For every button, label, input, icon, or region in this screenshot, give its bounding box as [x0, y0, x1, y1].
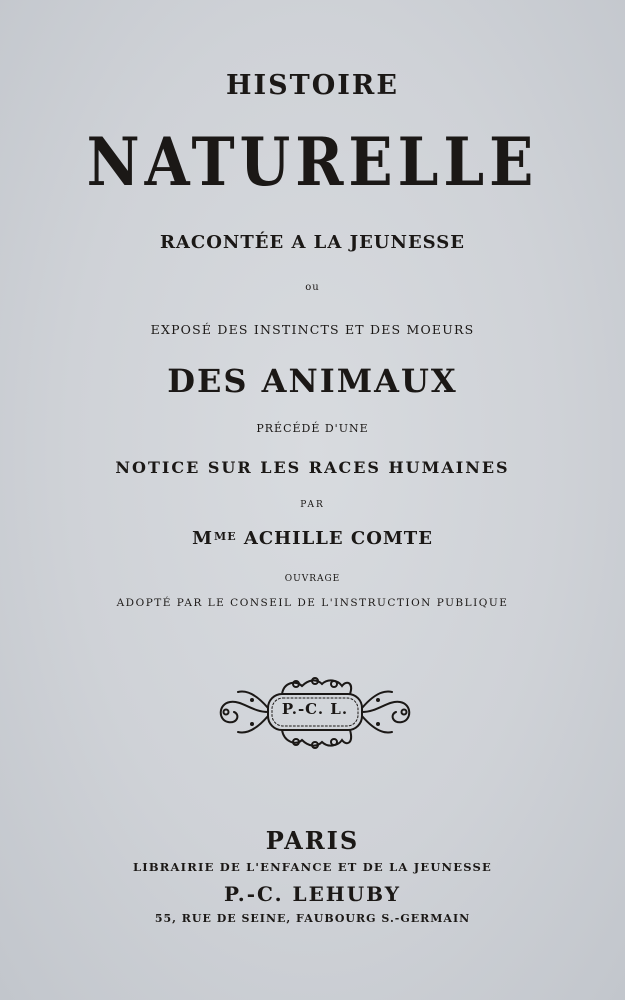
subtitle-ou: ou: [305, 282, 320, 293]
subtitle-expose: EXPOSÉ DES INSTINCTS ET DES MOEURS: [150, 322, 475, 337]
title-line-histoire: HISTOIRE: [226, 70, 399, 101]
imprint-publisher: P.-C. LEHUBY: [224, 882, 401, 906]
author-prefix: M: [192, 528, 214, 549]
subtitle-racontee: RACONTÉE A LA JEUNESSE: [159, 232, 466, 253]
ouvrage-label: OUVRAGE: [284, 574, 341, 584]
imprint-city: PARIS: [265, 826, 360, 855]
subtitle-des-animaux: DES ANIMAUX: [167, 362, 458, 400]
adoption-text: ADOPTÉ PAR LE CONSEIL DE L'INSTRUCTION PUBLIQUE: [116, 597, 509, 609]
subtitle-notice: NOTICE SUR LES RACES HUMAINES: [115, 458, 510, 477]
imprint-publisher-line: LIBRAIRIE DE L'ENFANCE ET DE LA JEUNESSE: [133, 860, 492, 874]
author-par: PAR: [300, 500, 325, 510]
author-prefix-sup: ME: [214, 530, 237, 543]
publisher-monogram-ornament: [212, 672, 418, 754]
author-name-line: [0, 528, 625, 549]
subtitle-precede: PRÉCÉDÉ D'UNE: [256, 422, 369, 435]
author-name: ACHILLE COMTE: [243, 528, 433, 549]
title-line-naturelle: NATURELLE: [86, 122, 539, 202]
imprint-address: 55, RUE DE SEINE, FAUBOURG S.-GERMAIN: [154, 912, 471, 925]
monogram-text: P.-C. L.: [281, 700, 349, 718]
